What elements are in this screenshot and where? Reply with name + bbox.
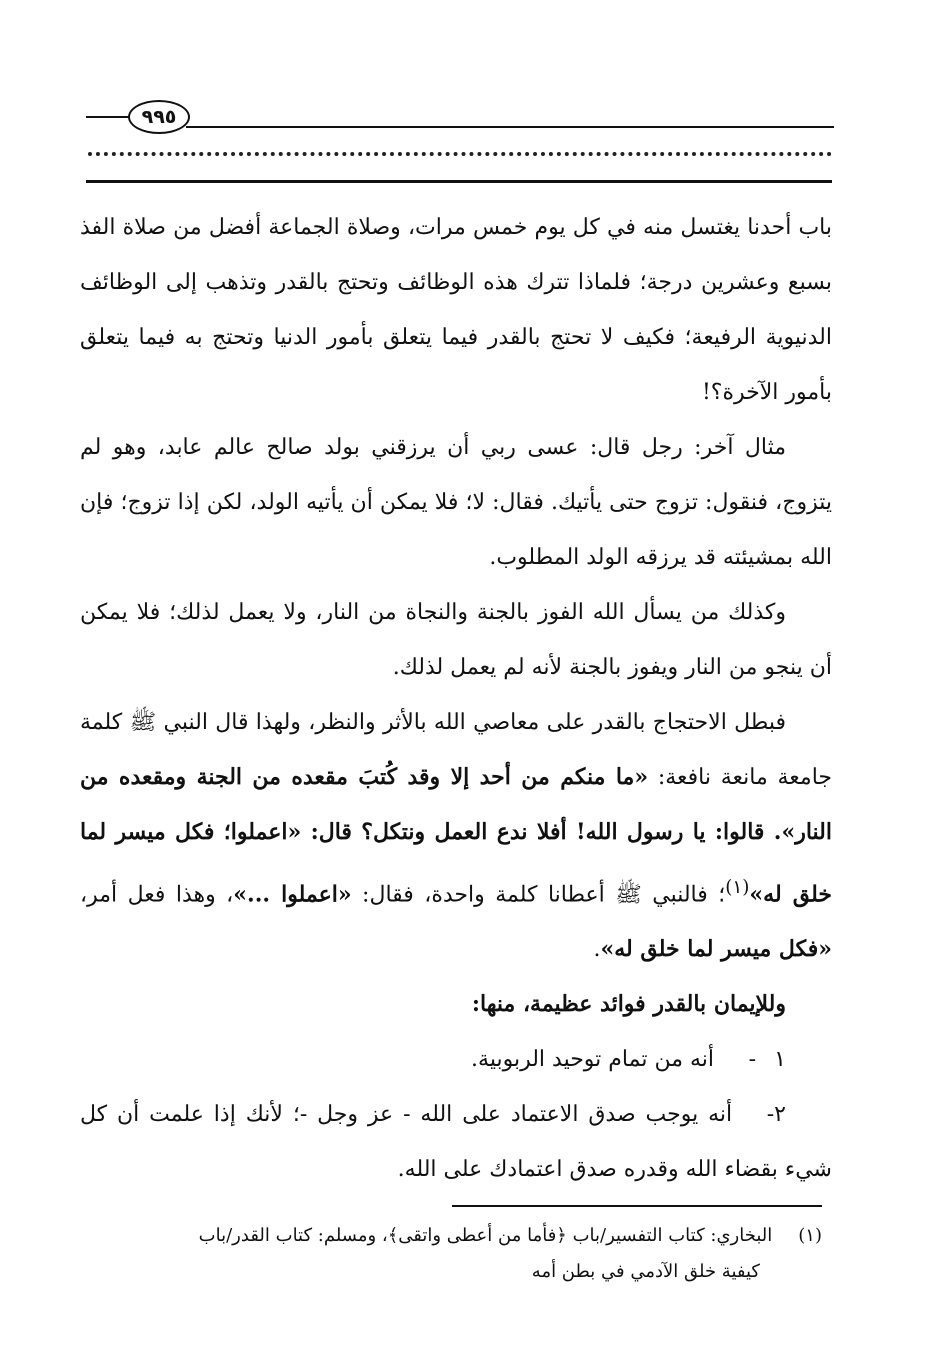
footnote-line-1 (78, 1218, 822, 1254)
benefit-item-2 (80, 1087, 832, 1197)
footnote-reference: (١) (725, 877, 750, 898)
page-number: ٩٩٥ (128, 100, 190, 134)
footnote-marker: (١) (798, 1225, 822, 1246)
paragraph-4-text-3: ، وهذا فعل أمر، (80, 882, 234, 908)
footnote-rule (452, 1205, 822, 1207)
paragraph-4-text-1: فبطل الاحتجاج بالقدر على معاصي الله بالأثر والنظر، ولهذا قال النبي ﷺ كلمة جامعة مانعة نافعة: (80, 710, 833, 790)
main-text (80, 200, 832, 1197)
benefit-dash: - (748, 1047, 756, 1073)
benefit-dash: - (766, 1102, 775, 1128)
paragraph-4-text-2: ؛ فالنبي ﷺ أعطانا كلمة واحدة، فقال: (351, 882, 726, 908)
paragraph-3: وكذلك من يسأل الله الفوز بالجنة والنجاة من النار، ولا يعمل لذلك؛ فلا يمكن أن ينجو من النار ويفوز بالجنة لأنه لم يعمل لذلك. (80, 600, 832, 680)
header-rule-right (186, 126, 834, 128)
paragraph-1: باب أحدنا يغتسل منه في كل يوم خمس مرات، وصلاة الجماعة أفضل من صلاة الفذ بسبع وعشرين درجة؛ فلماذا تترك هذه الوظائف وتحتج بالقدر وتذهب إلى الوظائف الدنيوية الرفيعة؛ فكيف لا تحتج بالقدر فيما يتعلق بأمور الدنيا وتحتج به فيما يتعلق بأمور الآخرة؟! (80, 215, 832, 405)
paragraph-4-text-4: . (593, 937, 601, 963)
paragraph-4 (80, 695, 832, 977)
benefits-heading: وللإيمان بالقدر فوائد عظيمة، منها: (471, 991, 786, 1018)
quote-work: «اعملوا ...» (233, 881, 352, 908)
footnote (78, 1218, 822, 1290)
benefit-number: ٢ (774, 1102, 786, 1128)
hadith-quote: «ما منكم من أحد إلا وقد كُتبَ مقعده من الجنة ومقعده من النار». قالوا: يا رسول الله! أفلا ندع العمل ونتكل؟ قال: «اعملوا؛ فكل ميسر لما خلق له» (80, 764, 833, 908)
header-rule-bottom (86, 180, 832, 183)
page-header (0, 0, 929, 190)
benefit-text: أنه من تمام توحيد الربوبية. (471, 1047, 714, 1073)
benefit-text: أنه يوجب صدق الاعتماد على الله - عز وجل -؛ لأنك إذا علمت أن كل شيء بقضاء الله وقدره صدق اعتمادك على الله. (80, 1102, 832, 1183)
paragraph-2: مثال آخر: رجل قال: عسى ربي أن يرزقني بولد صالح عالم عابد، وهو لم يتزوج، فنقول: تزوج حتى يأتيك. فقال: لا؛ فلا يمكن أن يأتيه الولد، لكن إذا تزوج؛ فإن الله بمشيئته قد يرزقه الولد المطلوب. (80, 435, 832, 570)
footnote-line-2: كيفية خلق الآدمي في بطن أمه (531, 1261, 760, 1282)
benefit-item-1 (80, 1032, 832, 1087)
quote-easy: «فكل ميسر لما خلق له» (600, 936, 832, 963)
header-dotted-rule (88, 152, 832, 156)
header-rule-left (86, 116, 130, 118)
benefit-number: ١ (774, 1047, 786, 1073)
footnote-text-1: البخاري: كتاب التفسير/باب ﴿فأما من أعطى واتقى﴾، ومسلم: كتاب القدر/باب (198, 1225, 773, 1246)
